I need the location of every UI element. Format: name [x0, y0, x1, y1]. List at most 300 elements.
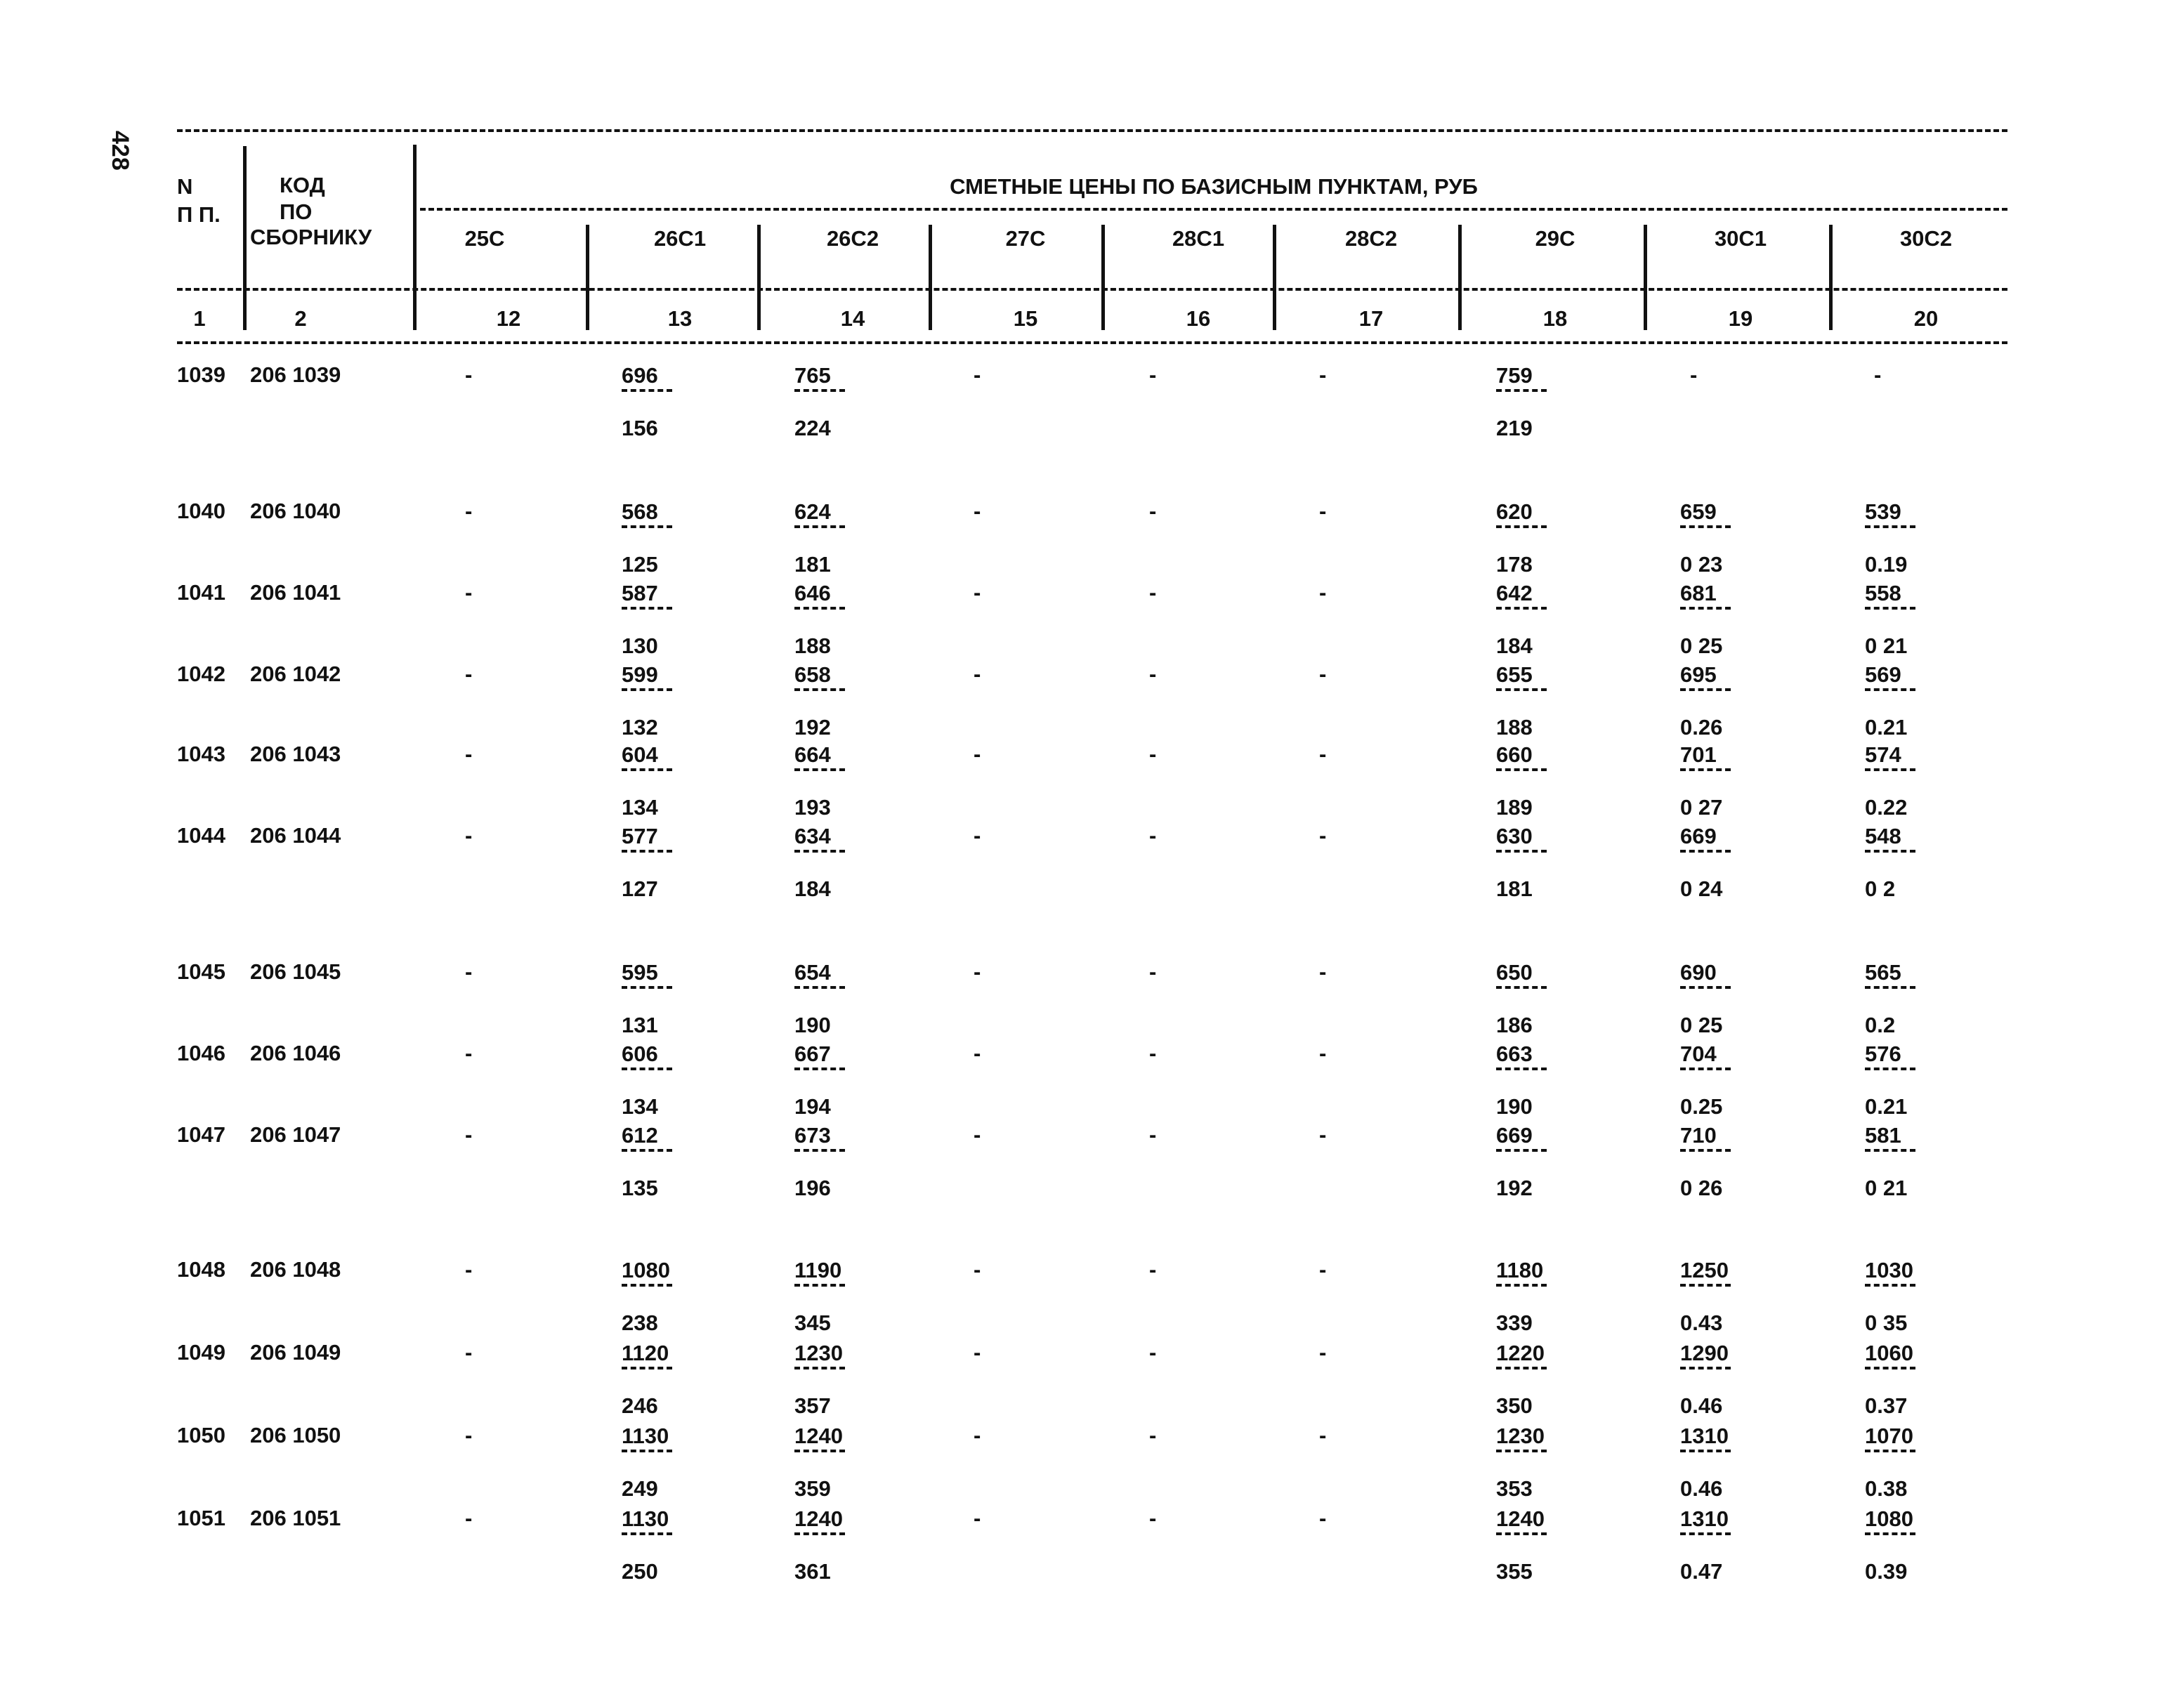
price-dash: - — [974, 959, 981, 984]
price-dash: - — [1149, 362, 1157, 387]
price-value-sub: 246 — [622, 1393, 658, 1418]
row-number: 1040 — [177, 499, 225, 523]
row-code: 206 1042 — [250, 662, 341, 686]
row-code: 206 1047 — [250, 1122, 341, 1147]
price-value: 654 — [794, 960, 831, 985]
price-value: 667 — [794, 1042, 831, 1066]
price-value-sub: 0 25 — [1680, 633, 1723, 658]
price-value: 634 — [794, 824, 831, 848]
price-value: 663 — [1496, 1042, 1533, 1066]
column-number: 2 — [294, 306, 307, 331]
group-header-rule — [420, 208, 2007, 211]
price-value-sub: 249 — [622, 1476, 658, 1501]
fraction-rule — [1865, 1149, 1915, 1152]
fraction-rule — [1496, 607, 1547, 610]
price-dash: - — [1149, 1423, 1157, 1447]
price-value: 576 — [1865, 1042, 1901, 1066]
price-value: 539 — [1865, 499, 1901, 524]
header-group-title: СМЕТНЫЕ ЦЕНЫ ПО БАЗИСНЫМ ПУНКТАМ, РУБ — [950, 174, 1478, 199]
price-value-sub: 0.22 — [1865, 795, 1908, 820]
fraction-rule — [1865, 850, 1915, 853]
price-dash: - — [974, 362, 981, 387]
price-dash: - — [465, 662, 473, 686]
fraction-rule — [1865, 525, 1915, 528]
price-dash: - — [465, 1122, 473, 1147]
price-dash: - — [465, 362, 473, 387]
header-separator — [757, 225, 761, 330]
price-value: 646 — [794, 581, 831, 605]
price-value: 696 — [622, 363, 658, 388]
row-number: 1042 — [177, 662, 225, 686]
price-value-sub: 353 — [1496, 1476, 1533, 1501]
fraction-rule — [1496, 768, 1547, 771]
price-value: 587 — [622, 581, 658, 605]
price-value: 655 — [1496, 662, 1533, 687]
fraction-rule — [794, 1284, 845, 1287]
fraction-rule — [1680, 1532, 1731, 1535]
header-num-label: П П. — [177, 202, 221, 227]
price-dash: - — [974, 499, 981, 523]
price-dash: - — [974, 1122, 981, 1147]
price-dash: - — [1149, 1041, 1157, 1065]
fraction-rule — [622, 1532, 672, 1535]
header-point-1: 25С — [464, 226, 505, 251]
column-number: 19 — [1728, 306, 1753, 331]
price-dash: - — [1319, 499, 1327, 523]
price-value: 681 — [1680, 581, 1717, 605]
price-dash: - — [1149, 823, 1157, 848]
price-dash: - — [465, 1257, 473, 1282]
column-number: 15 — [1013, 306, 1038, 331]
price-dash: - — [974, 1506, 981, 1530]
fraction-rule — [622, 1149, 672, 1152]
price-dash: - — [1149, 662, 1157, 686]
row-number: 1047 — [177, 1122, 225, 1147]
price-value-sub: 0 21 — [1865, 633, 1908, 658]
fraction-rule — [794, 768, 845, 771]
header-point-6: 28С2 — [1344, 226, 1398, 251]
row-number: 1046 — [177, 1041, 225, 1065]
price-dash: - — [1319, 662, 1327, 686]
price-value-sub: 194 — [794, 1094, 831, 1119]
fraction-rule — [1496, 1450, 1547, 1452]
row-code: 206 1045 — [250, 959, 341, 984]
price-value-sub: 125 — [622, 552, 658, 577]
price-value: 630 — [1496, 824, 1533, 848]
column-number: 12 — [496, 306, 521, 331]
price-value-sub: 186 — [1496, 1013, 1533, 1037]
fraction-rule — [794, 1450, 845, 1452]
price-value: 1080 — [1865, 1506, 1913, 1531]
price-dash: - — [1319, 742, 1327, 766]
row-number: 1049 — [177, 1340, 225, 1365]
fraction-rule — [1496, 1532, 1547, 1535]
header-separator — [1101, 225, 1105, 330]
price-dash: - — [465, 580, 473, 605]
row-code: 206 1046 — [250, 1041, 341, 1065]
fraction-rule — [1680, 688, 1731, 691]
price-dash: - — [1319, 959, 1327, 984]
price-dash: - — [1319, 823, 1327, 848]
row-number: 1044 — [177, 823, 225, 848]
fraction-rule — [794, 389, 845, 392]
price-dash: - — [465, 499, 473, 523]
fraction-rule — [1496, 986, 1547, 989]
price-value-sub: 0 26 — [1680, 1176, 1723, 1200]
price-value-sub: 361 — [794, 1559, 831, 1584]
fraction-rule — [622, 768, 672, 771]
price-value: 1080 — [622, 1258, 670, 1282]
header-code-label: ПО — [280, 199, 313, 224]
fraction-rule — [794, 1532, 845, 1535]
fraction-rule — [794, 688, 845, 691]
header-code-label: СБОРНИКУ — [250, 225, 372, 249]
price-dash: - — [974, 1340, 981, 1365]
fraction-rule — [1865, 688, 1915, 691]
fraction-rule — [622, 1284, 672, 1287]
price-value-sub: 196 — [794, 1176, 831, 1200]
price-value: 1230 — [1496, 1424, 1545, 1448]
row-code: 206 1044 — [250, 823, 341, 848]
price-value: 577 — [622, 824, 658, 848]
price-dash: - — [1690, 362, 1698, 387]
fraction-rule — [1496, 389, 1547, 392]
fraction-rule — [1680, 1450, 1731, 1452]
fraction-rule — [1680, 850, 1731, 853]
price-dash: - — [1149, 1257, 1157, 1282]
price-value-sub: 0.26 — [1680, 715, 1723, 740]
fraction-rule — [1680, 1149, 1731, 1152]
fraction-rule — [1865, 1367, 1915, 1369]
price-value: 612 — [622, 1123, 658, 1148]
fraction-rule — [1680, 607, 1731, 610]
price-dash: - — [1319, 1506, 1327, 1530]
fraction-rule — [1865, 1532, 1915, 1535]
row-number: 1050 — [177, 1423, 225, 1447]
price-value: 1250 — [1680, 1258, 1729, 1282]
price-value: 569 — [1865, 662, 1901, 687]
header-num-label: N — [177, 174, 193, 199]
price-value: 701 — [1680, 742, 1717, 767]
price-dash: - — [1319, 1340, 1327, 1365]
price-dash: - — [1319, 1041, 1327, 1065]
price-value-sub: 193 — [794, 795, 831, 820]
price-value-sub: 359 — [794, 1476, 831, 1501]
price-value: 710 — [1680, 1123, 1717, 1148]
fraction-rule — [794, 986, 845, 989]
price-value: 1240 — [794, 1506, 843, 1531]
column-number: 18 — [1542, 306, 1568, 331]
price-value: 1240 — [794, 1424, 843, 1448]
price-value-sub: 0.38 — [1865, 1476, 1908, 1501]
fraction-rule — [1680, 525, 1731, 528]
price-value: 1310 — [1680, 1506, 1729, 1531]
fraction-rule — [1496, 1149, 1547, 1152]
price-value-sub: 132 — [622, 715, 658, 740]
row-code: 206 1039 — [250, 362, 341, 387]
table-top-rule — [177, 129, 2007, 132]
price-value-sub: 350 — [1496, 1393, 1533, 1418]
price-value: 765 — [794, 363, 831, 388]
price-value-sub: 181 — [794, 552, 831, 577]
price-dash: - — [1149, 1122, 1157, 1147]
price-value-sub: 0 24 — [1680, 876, 1723, 901]
row-code: 206 1043 — [250, 742, 341, 766]
price-value-sub: 184 — [1496, 633, 1533, 658]
fraction-rule — [1496, 688, 1547, 691]
price-value: 659 — [1680, 499, 1717, 524]
column-number: 14 — [840, 306, 865, 331]
price-value-sub: 339 — [1496, 1310, 1533, 1335]
price-dash: - — [1874, 362, 1882, 387]
price-dash: - — [465, 1506, 473, 1530]
column-number: 13 — [667, 306, 693, 331]
price-value: 759 — [1496, 363, 1533, 388]
price-dash: - — [1149, 742, 1157, 766]
price-dash: - — [1319, 1257, 1327, 1282]
price-value: 574 — [1865, 742, 1901, 767]
price-value: 673 — [794, 1123, 831, 1148]
price-value-sub: 184 — [794, 876, 831, 901]
header-point-8: 30С1 — [1714, 226, 1767, 251]
price-value: 658 — [794, 662, 831, 687]
header-point-4: 27С — [1005, 226, 1046, 251]
price-value-sub: 0.21 — [1865, 1094, 1908, 1119]
price-value-sub: 192 — [794, 715, 831, 740]
fraction-rule — [1865, 1068, 1915, 1070]
price-value: 1230 — [794, 1341, 843, 1365]
price-value-sub: 130 — [622, 633, 658, 658]
row-number: 1048 — [177, 1257, 225, 1282]
price-value: 599 — [622, 662, 658, 687]
price-dash: - — [1319, 362, 1327, 387]
price-value: 695 — [1680, 662, 1717, 687]
price-dash: - — [1149, 580, 1157, 605]
row-code: 206 1050 — [250, 1423, 341, 1447]
fraction-rule — [1865, 607, 1915, 610]
price-value-sub: 190 — [794, 1013, 831, 1037]
fraction-rule — [794, 1367, 845, 1369]
price-value-sub: 192 — [1496, 1176, 1533, 1200]
column-number: 20 — [1913, 306, 1939, 331]
column-number: 17 — [1358, 306, 1384, 331]
price-value: 565 — [1865, 960, 1901, 985]
price-value: 1290 — [1680, 1341, 1729, 1365]
header-separator — [413, 145, 417, 330]
fraction-rule — [622, 1367, 672, 1369]
price-dash: - — [1149, 959, 1157, 984]
price-dash: - — [1149, 1506, 1157, 1530]
fraction-rule — [622, 688, 672, 691]
fraction-rule — [1865, 1450, 1915, 1452]
header-separator — [929, 225, 932, 330]
price-dash: - — [974, 1257, 981, 1282]
price-value: 669 — [1680, 824, 1717, 848]
price-value: 624 — [794, 499, 831, 524]
price-value: 704 — [1680, 1042, 1717, 1066]
row-number: 1039 — [177, 362, 225, 387]
row-code: 206 1041 — [250, 580, 341, 605]
price-value-sub: 0.47 — [1680, 1559, 1723, 1584]
price-value-sub: 178 — [1496, 552, 1533, 577]
price-dash: - — [465, 742, 473, 766]
header-separator — [1273, 225, 1276, 330]
price-value-sub: 135 — [622, 1176, 658, 1200]
fraction-rule — [794, 607, 845, 610]
page-number: 428 — [107, 131, 133, 171]
price-value: 690 — [1680, 960, 1717, 985]
fraction-rule — [1865, 986, 1915, 989]
price-dash: - — [465, 1340, 473, 1365]
price-value: 606 — [622, 1042, 658, 1066]
price-value-sub: 134 — [622, 1094, 658, 1119]
fraction-rule — [622, 1450, 672, 1452]
price-value: 604 — [622, 742, 658, 767]
row-code: 206 1051 — [250, 1506, 341, 1530]
price-value: 664 — [794, 742, 831, 767]
row-code: 206 1048 — [250, 1257, 341, 1282]
price-value-sub: 0.25 — [1680, 1094, 1723, 1119]
header-point-2: 26С1 — [653, 226, 707, 251]
column-number: 1 — [193, 306, 206, 331]
price-value-sub: 0.46 — [1680, 1476, 1723, 1501]
price-value: 1240 — [1496, 1506, 1545, 1531]
price-value: 1130 — [622, 1506, 669, 1531]
header-separator — [1458, 225, 1462, 330]
row-number: 1051 — [177, 1506, 225, 1530]
fraction-rule — [1496, 1367, 1547, 1369]
price-dash: - — [465, 823, 473, 848]
price-value: 568 — [622, 499, 658, 524]
fraction-rule — [1680, 1068, 1731, 1070]
price-value-sub: 0.2 — [1865, 1013, 1896, 1037]
price-value-sub: 0 27 — [1680, 795, 1723, 820]
price-value: 620 — [1496, 499, 1533, 524]
price-value-sub: 224 — [794, 416, 831, 440]
price-value-sub: 127 — [622, 876, 658, 901]
price-value-sub: 190 — [1496, 1094, 1533, 1119]
price-dash: - — [465, 1041, 473, 1065]
price-dash: - — [1319, 580, 1327, 605]
price-value-sub: 0.37 — [1865, 1393, 1908, 1418]
price-value: 660 — [1496, 742, 1533, 767]
header-separator — [586, 225, 589, 330]
price-value: 669 — [1496, 1123, 1533, 1148]
fraction-rule — [622, 607, 672, 610]
price-dash: - — [974, 662, 981, 686]
price-value-sub: 181 — [1496, 876, 1533, 901]
price-value: 581 — [1865, 1123, 1901, 1148]
price-value-sub: 345 — [794, 1310, 831, 1335]
fraction-rule — [1496, 1284, 1547, 1287]
header-code-label: КОД — [280, 173, 325, 197]
fraction-rule — [794, 850, 845, 853]
header-point-5: 28С1 — [1172, 226, 1225, 251]
fraction-rule — [1496, 1068, 1547, 1070]
price-value-sub: 0.19 — [1865, 552, 1908, 577]
price-value: 1120 — [622, 1341, 669, 1365]
price-value-sub: 219 — [1496, 416, 1533, 440]
fraction-rule — [1496, 850, 1547, 853]
header-point-3: 26С2 — [826, 226, 879, 251]
price-dash: - — [974, 1423, 981, 1447]
price-dash: - — [974, 580, 981, 605]
row-number: 1045 — [177, 959, 225, 984]
price-dash: - — [1319, 1423, 1327, 1447]
price-dash: - — [1319, 1122, 1327, 1147]
fraction-rule — [622, 1068, 672, 1070]
fraction-rule — [1680, 986, 1731, 989]
price-value: 1190 — [794, 1258, 842, 1282]
fraction-rule — [1680, 1367, 1731, 1369]
price-value: 642 — [1496, 581, 1533, 605]
fraction-rule — [1865, 768, 1915, 771]
fraction-rule — [794, 1068, 845, 1070]
row-code: 206 1049 — [250, 1340, 341, 1365]
price-value: 1060 — [1865, 1341, 1913, 1365]
price-value: 1130 — [622, 1424, 669, 1448]
header-separator — [1829, 225, 1833, 330]
price-value-sub: 188 — [1496, 715, 1533, 740]
price-value: 595 — [622, 960, 658, 985]
row-number: 1041 — [177, 580, 225, 605]
row-code: 206 1040 — [250, 499, 341, 523]
fraction-rule — [794, 525, 845, 528]
fraction-rule — [1680, 1284, 1731, 1287]
price-value: 1220 — [1496, 1341, 1545, 1365]
price-value-sub: 0 23 — [1680, 552, 1723, 577]
price-value-sub: 238 — [622, 1310, 658, 1335]
fraction-rule — [1496, 525, 1547, 528]
price-dash: - — [974, 742, 981, 766]
price-dash: - — [465, 959, 473, 984]
price-value-sub: 0 2 — [1865, 876, 1896, 901]
header-point-9: 30С2 — [1899, 226, 1953, 251]
price-value-sub: 0 35 — [1865, 1310, 1908, 1335]
fraction-rule — [1680, 768, 1731, 771]
fraction-rule — [1865, 1284, 1915, 1287]
header-point-7: 29С — [1535, 226, 1575, 251]
fraction-rule — [622, 525, 672, 528]
price-dash: - — [465, 1423, 473, 1447]
price-value-sub: 357 — [794, 1393, 831, 1418]
column-number-rule — [177, 341, 2007, 344]
price-value-sub: 0 25 — [1680, 1013, 1723, 1037]
price-value-sub: 0.21 — [1865, 715, 1908, 740]
price-value: 558 — [1865, 581, 1901, 605]
price-value-sub: 0.39 — [1865, 1559, 1908, 1584]
price-value: 1180 — [1496, 1258, 1544, 1282]
price-dash: - — [1149, 499, 1157, 523]
fraction-rule — [622, 850, 672, 853]
price-value: 1070 — [1865, 1424, 1913, 1448]
price-value-sub: 188 — [794, 633, 831, 658]
price-value: 1310 — [1680, 1424, 1729, 1448]
price-value-sub: 134 — [622, 795, 658, 820]
price-dash: - — [1149, 1340, 1157, 1365]
price-value: 1030 — [1865, 1258, 1913, 1282]
price-value-sub: 0 21 — [1865, 1176, 1908, 1200]
price-value: 650 — [1496, 960, 1533, 985]
fraction-rule — [622, 986, 672, 989]
header-separator — [243, 146, 247, 330]
price-dash: - — [974, 1041, 981, 1065]
column-number: 16 — [1186, 306, 1211, 331]
price-value: 548 — [1865, 824, 1901, 848]
fraction-rule — [622, 389, 672, 392]
header-bottom-rule — [177, 288, 2007, 291]
price-value-sub: 250 — [622, 1559, 658, 1584]
